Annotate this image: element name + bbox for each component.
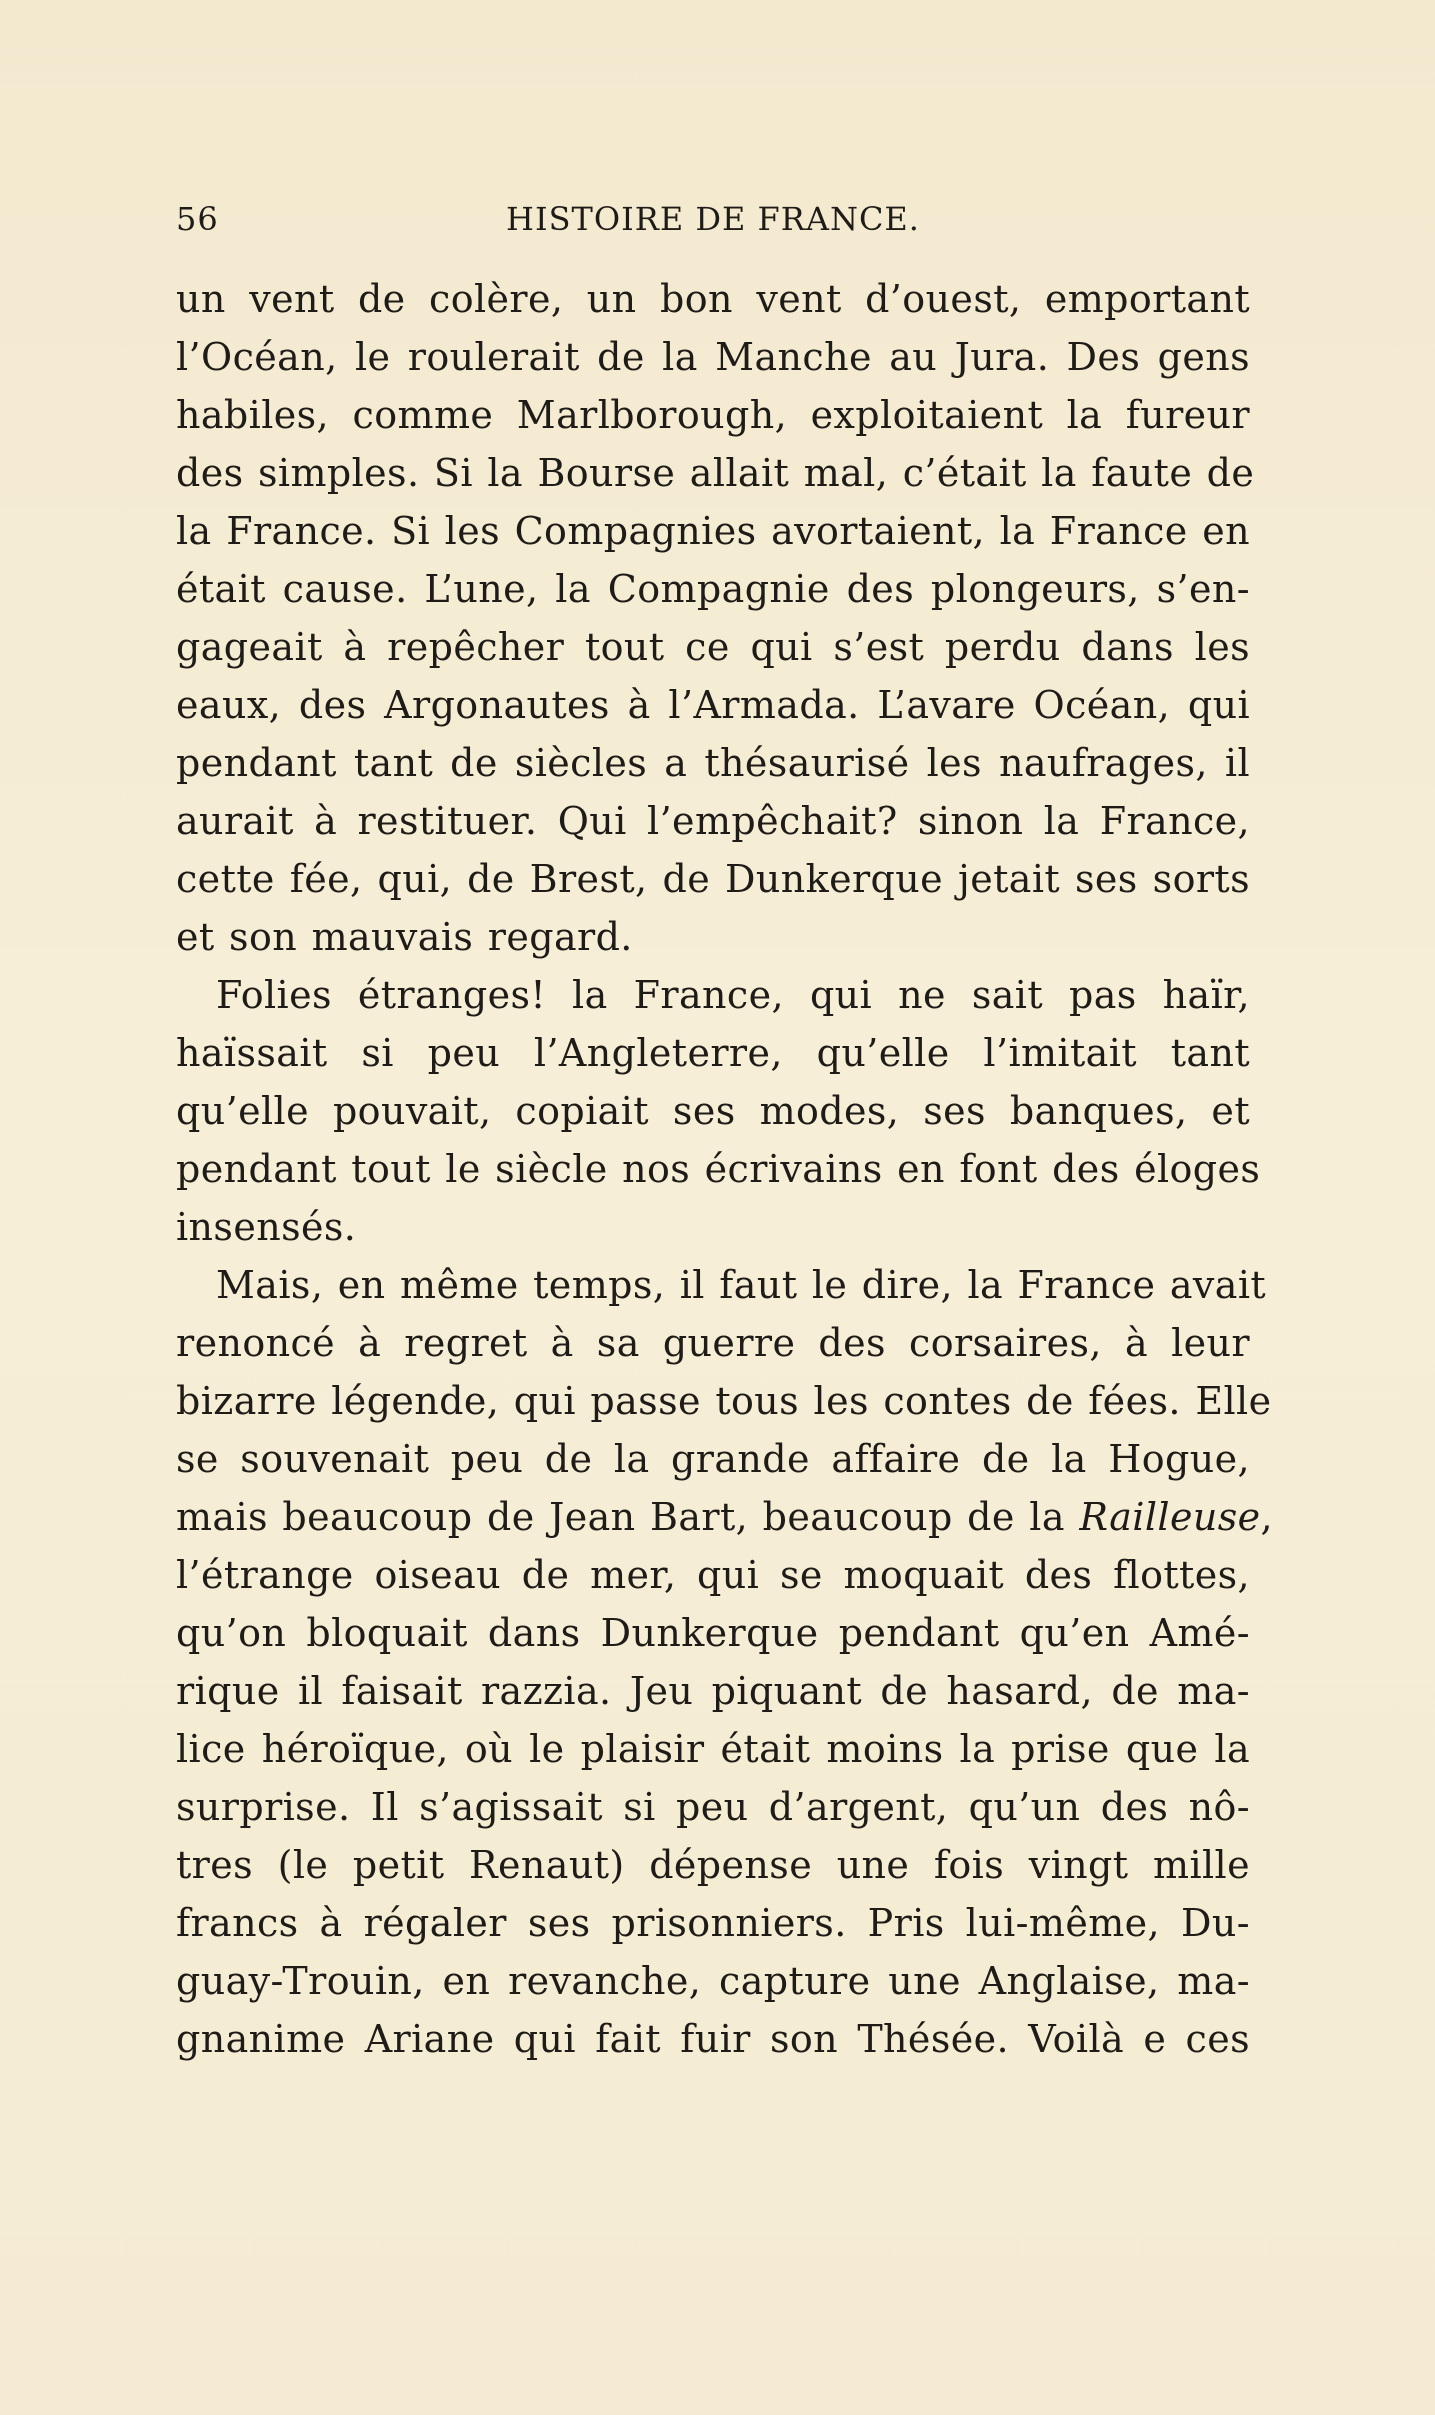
text-line: et son mauvais regard. <box>176 915 633 959</box>
text-line: rique il faisait razzia. Jeu piquant de hasard, de ma- <box>176 1669 1250 1713</box>
text-line: lice héroïque, où le plaisir était moins la prise que la <box>176 1727 1250 1771</box>
text-line-with-italic <box>176 1488 1273 1546</box>
text-line: la France. Si les Compagnies avortaient, la France en <box>176 509 1250 553</box>
page-number: 56 <box>176 200 219 238</box>
text-line: surprise. Il s’agissait si peu d’argent, qu’un des nô- <box>176 1785 1250 1829</box>
text-line: bizarre légende, qui passe tous les contes de fées. Elle <box>176 1379 1272 1423</box>
text-line: pendant tant de siècles a thésaurisé les naufrages, il <box>176 741 1250 785</box>
text-line: gnanime Ariane qui fait fuir son Thésée. Voilà e ces <box>176 2017 1250 2061</box>
text-line: l’Océan, le roulerait de la Manche au Jura. Des gens <box>176 335 1250 379</box>
text-line: gageait à repêcher tout ce qui s’est perdu dans les <box>176 625 1250 669</box>
text-line: haïssait si peu l’Angleterre, qu’elle l’imitait tant <box>176 1031 1250 1075</box>
text-line: des simples. Si la Bourse allait mal, c’était la faute de <box>176 451 1255 495</box>
text-line: insensés. <box>176 1205 357 1249</box>
text-line: qu’elle pouvait, copiait ses modes, ses banques, et <box>176 1089 1250 1133</box>
text-line: habiles, comme Marlborough, exploitaient la fureur <box>176 393 1250 437</box>
running-title: HISTOIRE DE FRANCE. <box>506 200 920 238</box>
text-line: un vent de colère, un bon vent d’ouest, emportant <box>176 277 1250 321</box>
text-line: l’étrange oiseau de mer, qui se moquait des flottes, <box>176 1553 1250 1597</box>
paragraph-start-line: Folies étranges! la France, qui ne sait pas haïr, <box>216 973 1250 1017</box>
body-text <box>176 270 1273 2068</box>
text-line: cette fée, qui, de Brest, de Dunkerque jetait ses sorts <box>176 857 1250 901</box>
text-line: était cause. L’une, la Compagnie des plongeurs, s’en- <box>176 567 1250 611</box>
text-line: se souvenait peu de la grande affaire de la Hogue, <box>176 1437 1250 1481</box>
text-line: aurait à restituer. Qui l’empêchait? sinon la France, <box>176 799 1250 843</box>
text-line: renoncé à regret à sa guerre des corsaires, à leur <box>176 1321 1250 1365</box>
ship-name-italic: Railleuse <box>1079 1495 1261 1539</box>
page-header <box>176 200 1250 250</box>
text-line: pendant tout le siècle nos écrivains en font des éloges <box>176 1147 1261 1191</box>
text-line: qu’on bloquait dans Dunkerque pendant qu’en Amé- <box>176 1611 1250 1655</box>
text-line: francs à régaler ses prisonniers. Pris lui-même, Du- <box>176 1901 1250 1945</box>
text-line: eaux, des Argonautes à l’Armada. L’avare Océan, qui <box>176 683 1250 727</box>
paragraph-start-line: Mais, en même temps, il faut le dire, la France avait <box>216 1263 1267 1307</box>
text-segment: mais beaucoup de Jean Bart, beaucoup de la <box>176 1495 1080 1539</box>
text-line: guay-Trouin, en revanche, capture une Anglaise, ma- <box>176 1959 1250 2003</box>
text-segment: , <box>1260 1495 1273 1539</box>
text-line: tres (le petit Renaut) dépense une fois vingt mille <box>176 1843 1250 1887</box>
